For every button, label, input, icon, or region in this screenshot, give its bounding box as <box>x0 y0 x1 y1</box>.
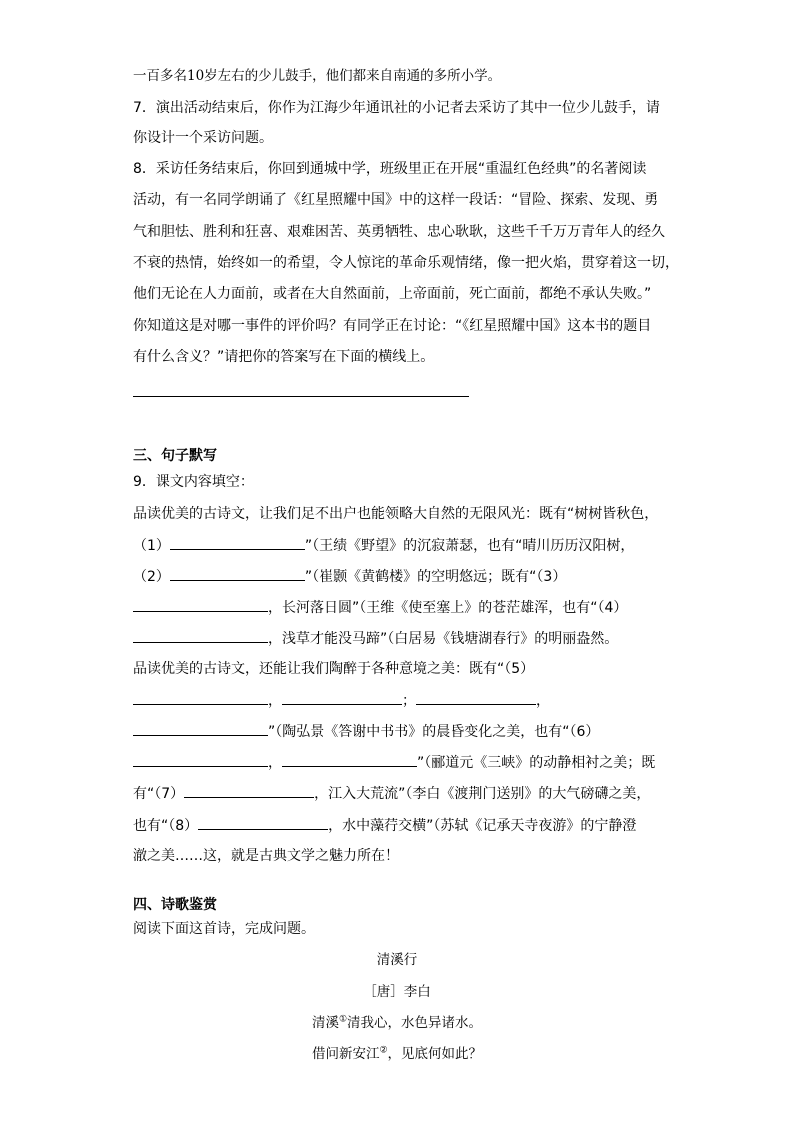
poem-line-1 <box>0 1013 794 1033</box>
poem-title: 清溪行 <box>376 952 418 968</box>
s3-line-4-text: ，长河落日圆”（王维《使至塞上》的苍茫雄浑，也有“（4） <box>268 600 628 616</box>
section4-heading: 四、诗歌鉴赏 <box>133 897 217 913</box>
q7-line-2: 你设计一个采访问题。 <box>133 130 273 146</box>
poem-line-2-b: ，见底何如此？ <box>387 1046 483 1062</box>
blank-label-8: 也有“（8） <box>133 818 199 834</box>
blank-7[interactable] <box>184 783 314 798</box>
s3-line-5 <box>133 628 618 649</box>
q8-answer-line[interactable] <box>133 396 469 397</box>
q8-line-3: 气和胆怯、胜利和狂喜、艰难困苦、英勇牺牲、忠心耿耿，这些千千万万青年人的经久 <box>133 224 665 240</box>
blank-6b[interactable] <box>282 752 417 767</box>
q8-line-6: 你知道这是对哪一事件的评价吗？有同学正在讨论：“《红星照耀中国》这本书的题目 <box>133 318 652 334</box>
s4-instruction: 阅读下面这首诗，完成问题。 <box>133 921 315 937</box>
blank-5d[interactable] <box>133 721 268 736</box>
q8-line-2: 活动，有一名同学朗诵了《红星照耀中国》中的这样一段话：“冒险、探索、发现、勇 <box>133 192 659 208</box>
blank-label-1: （1） <box>133 538 170 554</box>
s3-line-9-text: ”（郦道元《三峡》的动静相衬之美；既 <box>417 755 656 771</box>
s3-line-5-text: ，浅草才能没马蹄”（白居易《钱塘湖春行》的明丽盎然。 <box>268 631 619 647</box>
blank-5c[interactable] <box>416 690 536 705</box>
s3-para2: 品读优美的古诗文，还能让我们陶醉于各种意境之美：既有“（5） <box>133 661 535 677</box>
blank-2[interactable] <box>170 566 305 581</box>
blank-6a[interactable] <box>133 752 268 767</box>
sep-3: ， <box>536 693 550 709</box>
footnote-mark-1: ① <box>338 1014 348 1025</box>
poem-line-1-b: 清我心，水色异诸水。 <box>347 1015 483 1031</box>
s3-line-4 <box>133 597 627 618</box>
blank-4[interactable] <box>133 628 268 643</box>
s3-line-12: 澈之美……这，就是古典文学之魅力所在！ <box>133 848 399 864</box>
intro-line: 一百多名10岁左右的少儿鼓手，他们都来自南通的多所小学。 <box>133 68 502 84</box>
q8-line-5: 他们无论在人力面前，或者在大自然面前，上帝面前，死亡面前，都绝不承认失败。” <box>133 286 652 302</box>
q9-title: 9．课文内容填空： <box>133 474 254 490</box>
blank-5a[interactable] <box>133 690 268 705</box>
sep-2: ； <box>402 693 416 709</box>
s3-line-3 <box>133 566 566 587</box>
s3-line-8 <box>133 721 599 742</box>
poem-line-1-a: 清溪 <box>311 1015 339 1031</box>
blank-label-7: 有“（7） <box>133 786 185 802</box>
q8-line-1: 8．采访任务结束后，你回到通城中学，班级里正在开展“重温红色经典”的名著阅读 <box>133 161 647 177</box>
sep-1: ， <box>268 693 282 709</box>
s3-line-3-text: ”（崔颢《黄鹤楼》的空明悠远；既有“（3） <box>304 569 567 585</box>
s3-para1: 品读优美的古诗文，让我们足不出户也能领略大自然的无限风光：既有“树树皆秋色， <box>133 506 659 522</box>
blank-1[interactable] <box>170 535 305 550</box>
poem-line-2-a: 借问新安江 <box>311 1046 380 1062</box>
s3-line-11 <box>133 815 636 836</box>
blank-label-2: （2） <box>133 569 170 585</box>
s3-line-10 <box>133 783 650 804</box>
q8-line-7: 有什么含义？”请把你的答案写在下面的横线上。 <box>133 349 435 365</box>
s3-line-7 <box>133 690 550 711</box>
sep-4: ， <box>268 755 282 771</box>
q8-line-4: 不衰的热情，始终如一的希望，令人惊诧的革命乐观情绪，像一把火焰，贯穿着这一切， <box>133 255 679 271</box>
section3-heading: 三、句子默写 <box>133 448 217 464</box>
poem-line-2 <box>0 1044 794 1064</box>
s3-line-2-text: ”（王绩《野望》的沉寂萧瑟，也有“晴川历历汉阳树， <box>304 538 635 554</box>
footnote-mark-2: ② <box>379 1045 388 1056</box>
s3-line-10-text: ，江入大荒流”（李白《渡荆门送别》的大气磅礴之美， <box>314 786 651 802</box>
blank-8[interactable] <box>198 815 328 830</box>
s3-line-8-text: ”（陶弘景《答谢中书书》的晨昏变化之美，也有“（6） <box>268 724 600 740</box>
s3-line-11-text: ，水中藻荇交横”（苏轼《记承天寺夜游》的宁静澄 <box>328 818 637 834</box>
s3-line-2 <box>133 535 634 556</box>
poem-author: ［唐］李白 <box>363 984 431 1000</box>
q7-line-1: 7．演出活动结束后，你作为江海少年通讯社的小记者去采访了其中一位少儿鼓手，请 <box>133 100 660 116</box>
blank-5b[interactable] <box>282 690 402 705</box>
blank-3[interactable] <box>133 597 268 612</box>
s3-line-9 <box>133 752 655 773</box>
